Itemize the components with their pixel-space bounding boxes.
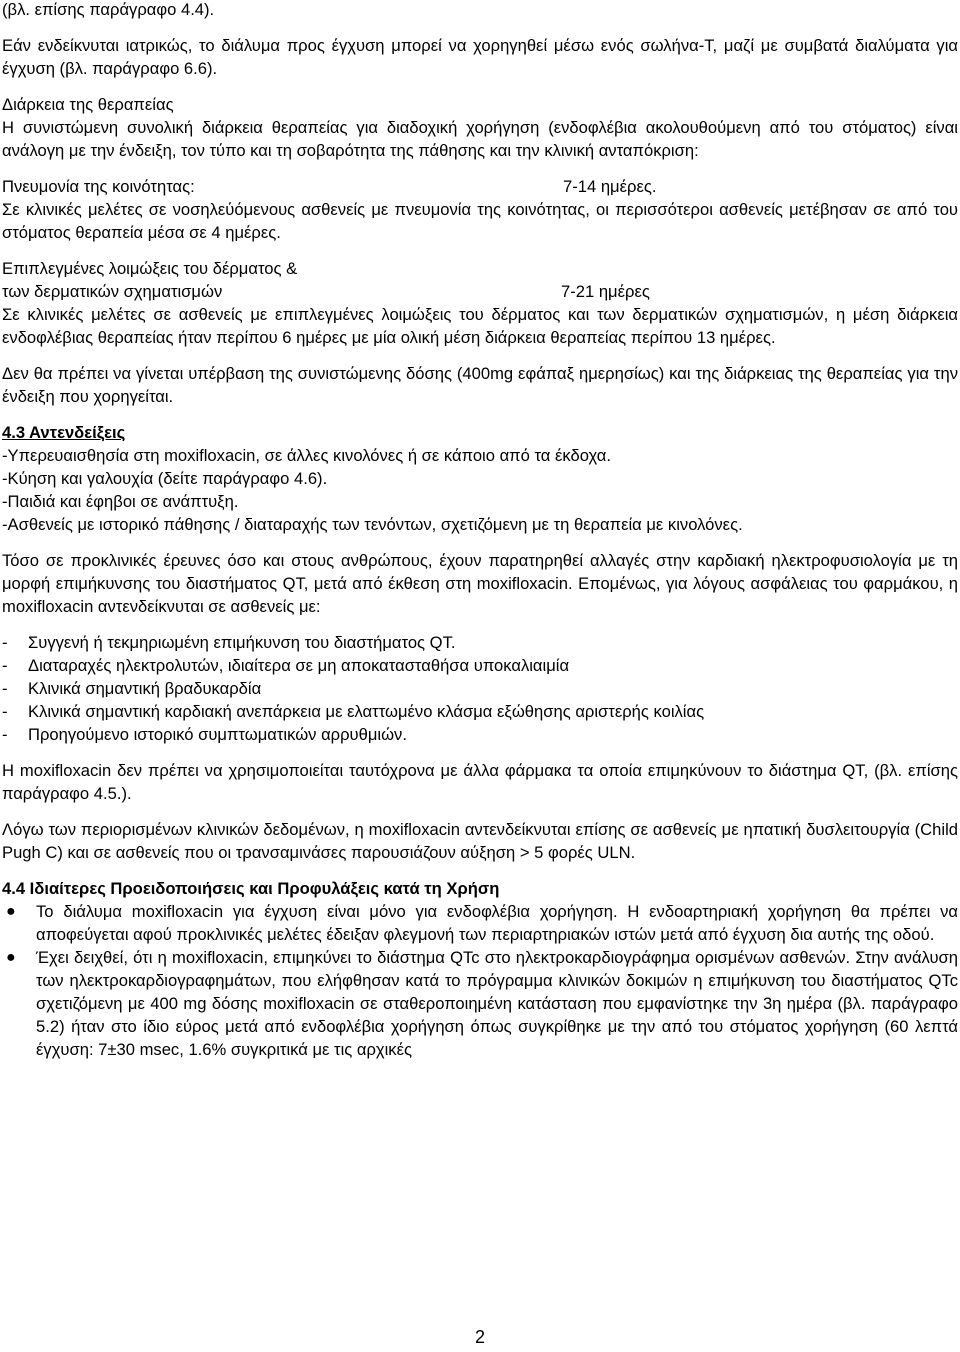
contra-item: -Κύηση και γαλουχία (δείτε παράγραφο 4.6). — [2, 469, 328, 488]
skin-paragraph: Σε κλινικές μελέτες σε ασθενείς με επιπλεγμένες λοιμώξεις του δέρματος και των δερματικών σχηματισμών, η μέση διάρκεια ενδοφλέβιας θεραπείας ήταν περίπου 6 ημέρες με μία ολική μέση διάρκεια θεραπείας περίπου 13 ημέρες. — [2, 305, 958, 347]
qt-list-item: - Κλινικά σημαντική καρδιακή ανεπάρκεια με ελαττωμένο κλάσμα εξώθησης αριστερής κοιλίας — [2, 702, 705, 721]
pneumonia-paragraph: Σε κλινικές μελέτες σε νοσηλεύόμενους ασθενείς με πνευμονία της κοινότητας, οι περισσότεροι ασθενείς μετέβησαν σε από του στόματος θεραπεία μέσα σε 4 ημέρες. — [2, 200, 958, 242]
pneumonia-row — [2, 175, 958, 198]
contra-item: -Ασθενείς με ιστορικό πάθησης / διαταραχής των τενόντων, σχετιζόμενη με τη θεραπεία με κινολόνες. — [2, 515, 743, 534]
duration-paragraph: Η συνιστώμενη συνολική διάρκεια θεραπείας για διαδοχική χορήγηση (ενδοφλέβια ακολουθούμενη από του στόματος) είναι ανάλογη με την ένδειξη, τον τύπο και τη σοβαρότητα της πάθησης και την κλινική ανταπόκριση: — [2, 118, 958, 160]
dash-marker: - — [2, 656, 8, 675]
dash-marker: - — [2, 725, 8, 744]
bullet-icon: ● — [6, 949, 16, 966]
dash-marker: - — [2, 633, 8, 652]
contra-item: -Παιδιά και έφηβοι σε ανάπτυξη. — [2, 492, 239, 511]
skin-label-line2: των δερματικών σχηματισμών — [2, 282, 223, 301]
pneumonia-days: 7-14 ημέρες. — [563, 177, 657, 196]
qt-list-item: - Διαταραχές ηλεκτρολυτών, ιδιαίτερα σε μη αποκατασταθήσα υποκαλιαιμία — [2, 656, 570, 675]
qt-list — [2, 631, 958, 746]
contraindications-heading: 4.3 Αντενδείξεις — [2, 423, 126, 442]
hepatic-paragraph: Λόγω των περιορισμένων κλινικών δεδομένων, η moxifloxacin αντενδείκνυται επίσης σε ασθενείς με ηπατική δυσλειτουργία (Child Pugh C) και σε ασθενείς που οι τρανσαμινάσες παρουσιάζουν αύξηση > 5 φορές ULN. — [2, 820, 958, 862]
dash-marker: - — [2, 679, 8, 698]
contra-item: -Υπερευαισθησία στη moxifloxacin, σε άλλες κινολόνες ή σε κάποιο από τα έκδοχα. — [2, 446, 611, 465]
pneumonia-label: Πνευμονία της κοινότητας: — [2, 177, 195, 196]
skin-label-line1: Επιπλεγμένες λοιμώξεις του δέρματος & — [2, 259, 298, 278]
page-number: 2 — [474, 1327, 485, 1347]
skin-row — [2, 280, 958, 303]
dash-marker: - — [2, 702, 8, 721]
intro-line: (βλ. επίσης παράγραφο 4.4). — [2, 0, 215, 19]
warnings-list-item: ● Το διάλυμα moxifloxacin για έγχυση είναι μόνο για ενδοφλέβια χορήγηση. Η ενδοαρτηριακή χορήγηση θα πρέπει να αποφεύγεται αφού προκλινικές μελέτες έδειξαν φλεγμονή των περιαρτηριακών ιστών μετά από έγχυση δια αυτής της οδού. — [2, 900, 958, 946]
skin-days: 7-21 ημέρες — [561, 282, 650, 301]
warnings-list — [2, 900, 958, 1061]
iv-tube-paragraph: Εάν ενδείκνυται ιατρικώς, το διάλυμα προς έγχυση μπορεί να χορηγηθεί μέσω ενός σωλήνα-T, μαζί με συμβατά διαλύματα για έγχυση (βλ. παράγραφο 6.6). — [2, 36, 958, 78]
qt-drugs-paragraph: Η moxifloxacin δεν πρέπει να χρησιμοποιείται ταυτόχρονα με άλλα φάρμακα τα οποία επιμηκύνουν το διάστημα QT, (βλ. επίσης παράγραφο 4.5.). — [2, 761, 958, 803]
bullet-icon: ● — [6, 903, 16, 920]
warnings-list-item: ● Έχει δειχθεί, ότι η moxifloxacin, επιμηκύνει το διάστημα QTc στο ηλεκτροκαρδιογράφημα ορισμένων ασθενών. Στην ανάλυση των ηλεκτροκαρδιογραφημάτων, που ελήφθησαν κατά το πρόγραμμα κλινικών δοκιμών η επιμήκυνση του διαστήματος QTc σχετιζόμενη με 400 mg δόσης moxifloxacin σε σταθεροποιημένη κατάσταση που εμφανίστηκε την 3η ημέρα (βλ. παράγραφο 5.2) ήταν στο ίδιο εύρος μετά από ενδοφλέβια χορήγηση όπως συγκρίθηκε με την από του στόματος χορήγηση (60 λεπτά έγχυση: 7±30 msec, 1.6% συγκριτικά με τις αρχικές — [2, 946, 958, 1061]
qt-list-item: - Προηγούμενο ιστορικό συμπτωματικών αρρυθμιών. — [2, 725, 407, 744]
qt-list-item: - Συγγενή ή τεκμηριωμένη επιμήκυνση του διαστήματος QT. — [2, 633, 456, 652]
dose-warning-paragraph: Δεν θα πρέπει να γίνεται υπέρβαση της συνιστώμενης δόσης (400mg εφάπαξ ημερησίως) και της διάρκειας της θεραπείας για την ένδειξη που χορηγείται. — [2, 364, 958, 406]
warnings-heading: 4.4 Ιδιαίτερες Προειδοποιήσεις και Προφυλάξεις κατά τη Χρήση — [2, 879, 500, 898]
qt-intro-paragraph: Τόσο σε προκλινικές έρευνες όσο και στους ανθρώπους, έχουν παρατηρηθεί αλλαγές στην καρδιακή ηλεκτροφυσιολογία με τη μορφή επιμήκυνσης του διαστήματος QT, μετά από έκθεση στη moxifloxacin. Επομένως, για λόγους ασφάλειας του φαρμάκου, η moxifloxacin αντενδείκνυται σε ασθενείς με: — [2, 551, 958, 616]
duration-heading: Διάρκεια της θεραπείας — [2, 95, 174, 114]
qt-list-item: - Κλινικά σημαντική βραδυκαρδία — [2, 679, 262, 698]
